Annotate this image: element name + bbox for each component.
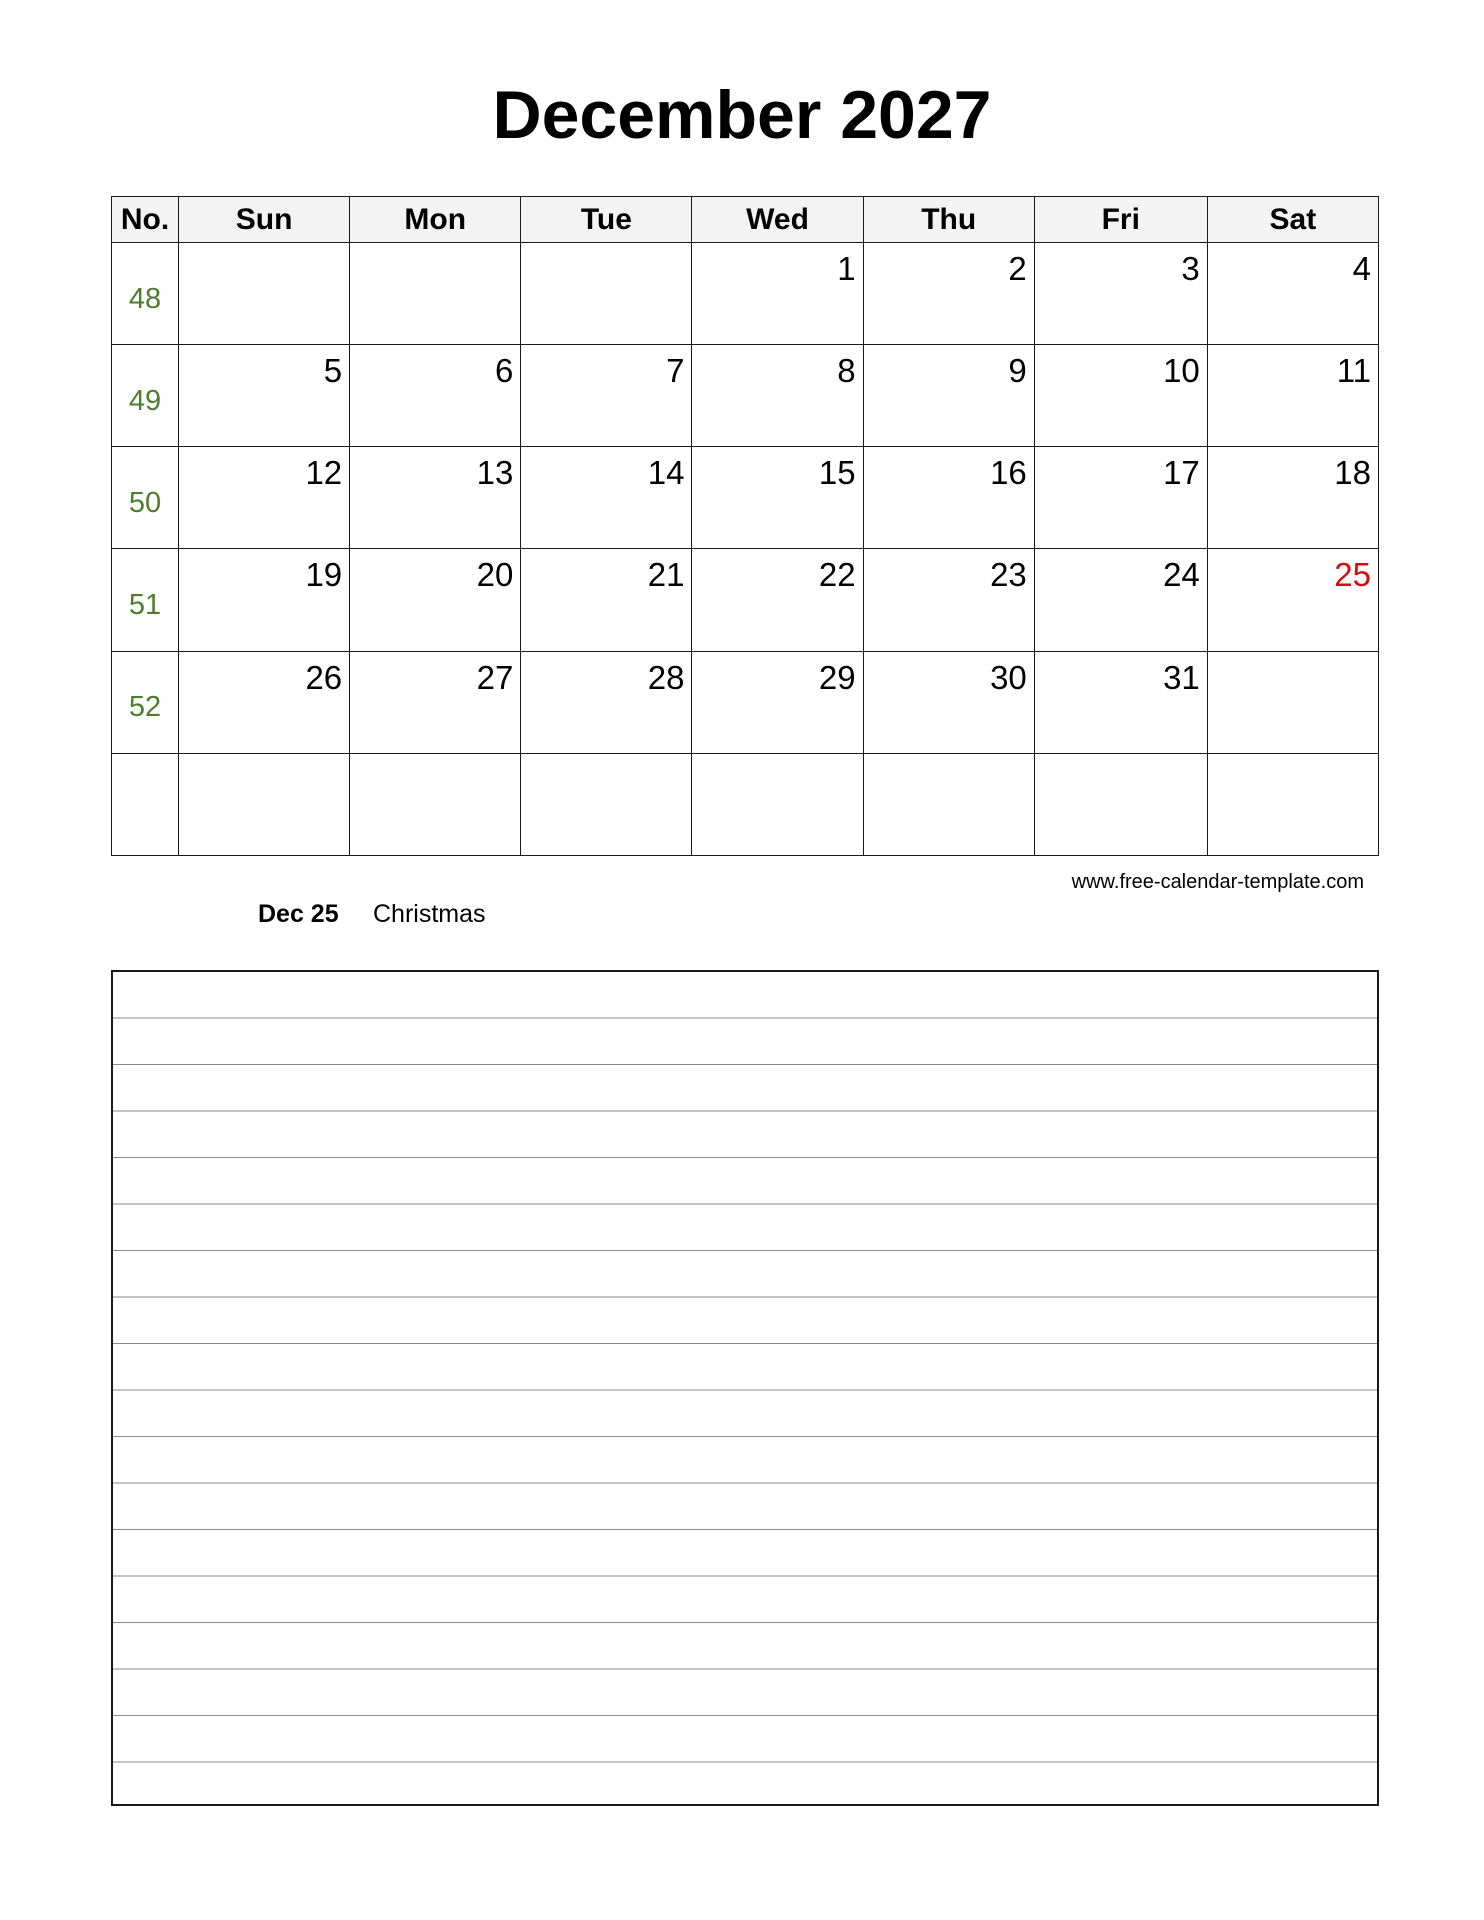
day-cell bbox=[521, 753, 692, 855]
week-number-cell bbox=[112, 549, 179, 651]
week-number-cell bbox=[112, 243, 179, 345]
day-number bbox=[1208, 652, 1378, 658]
week-row bbox=[112, 651, 1379, 753]
day-number: 10 bbox=[1163, 352, 1200, 390]
holiday-list-item bbox=[258, 899, 486, 929]
day-number: 7 bbox=[666, 352, 685, 390]
day-cell bbox=[179, 345, 350, 447]
day-number: 5 bbox=[323, 352, 343, 390]
weekday-header-sat: Sat bbox=[1207, 197, 1378, 243]
day-cell bbox=[692, 243, 863, 345]
weekday-header-row bbox=[112, 197, 1379, 243]
day-number: 24 bbox=[1163, 556, 1200, 594]
day-cell bbox=[521, 651, 692, 753]
weekday-header-tue: Tue bbox=[521, 197, 692, 243]
day-number bbox=[350, 754, 520, 760]
day-cell bbox=[521, 345, 692, 447]
day-number: 27 bbox=[476, 658, 514, 696]
day-cell bbox=[1034, 549, 1207, 651]
day-cell bbox=[1207, 447, 1378, 549]
day-cell bbox=[863, 345, 1034, 447]
calendar-grid bbox=[111, 196, 1379, 856]
week-row bbox=[112, 753, 1379, 855]
week-number-cell bbox=[112, 447, 179, 549]
day-cell bbox=[863, 651, 1034, 753]
day-number: 22 bbox=[818, 556, 856, 594]
holiday-date: Dec 25 bbox=[258, 900, 339, 928]
day-cell bbox=[350, 345, 521, 447]
week-row bbox=[112, 345, 1379, 447]
calendar-title: December 2027 bbox=[492, 77, 992, 153]
day-number: 8 bbox=[837, 352, 856, 390]
day-cell bbox=[692, 549, 863, 651]
weekday-header-wed: Wed bbox=[692, 197, 863, 243]
day-cell bbox=[350, 243, 521, 345]
day-cell bbox=[350, 753, 521, 855]
day-number: 14 bbox=[647, 454, 685, 492]
day-number: 18 bbox=[1334, 454, 1371, 492]
holiday-day-number: 25 bbox=[1334, 556, 1371, 594]
day-number bbox=[179, 243, 349, 249]
day-cell bbox=[1034, 345, 1207, 447]
day-number: 16 bbox=[990, 454, 1027, 492]
day-cell bbox=[863, 753, 1034, 855]
week-row bbox=[112, 549, 1379, 651]
day-number: 4 bbox=[1352, 250, 1371, 287]
day-number bbox=[179, 754, 349, 760]
day-number: 26 bbox=[305, 658, 343, 696]
day-number bbox=[350, 243, 520, 249]
day-number: 30 bbox=[990, 658, 1027, 696]
week-number-cell bbox=[112, 345, 179, 447]
week-number: 52 bbox=[128, 691, 162, 724]
day-number bbox=[1035, 754, 1207, 760]
day-cell bbox=[350, 447, 521, 549]
day-number: 3 bbox=[1181, 250, 1200, 287]
day-cell bbox=[692, 345, 863, 447]
day-number bbox=[521, 754, 691, 760]
week-number-cell bbox=[112, 651, 179, 753]
day-number: 9 bbox=[1008, 352, 1027, 390]
day-number: 29 bbox=[818, 658, 856, 696]
day-number: 21 bbox=[647, 556, 685, 594]
day-cell bbox=[521, 243, 692, 345]
day-number: 1 bbox=[837, 250, 856, 287]
day-number: 28 bbox=[647, 658, 685, 696]
holiday-name: Christmas bbox=[373, 900, 486, 928]
day-cell bbox=[350, 651, 521, 753]
day-number: 2 bbox=[1008, 250, 1027, 287]
day-number: 17 bbox=[1163, 454, 1200, 492]
day-number: 20 bbox=[476, 556, 514, 594]
day-cell bbox=[1207, 243, 1378, 345]
week-number-header: No. bbox=[112, 197, 179, 243]
day-number bbox=[1208, 754, 1378, 760]
day-cell bbox=[692, 753, 863, 855]
day-number: 11 bbox=[1336, 352, 1371, 390]
weekday-header-fri: Fri bbox=[1034, 197, 1207, 243]
day-cell bbox=[1207, 753, 1378, 855]
day-cell bbox=[179, 447, 350, 549]
day-number: 6 bbox=[494, 352, 514, 390]
week-number-cell bbox=[112, 753, 179, 855]
day-cell bbox=[521, 447, 692, 549]
week-number: 51 bbox=[128, 589, 162, 622]
day-cell bbox=[1034, 447, 1207, 549]
day-number bbox=[692, 754, 862, 760]
day-cell bbox=[1034, 753, 1207, 855]
notes-lined-area[interactable] bbox=[111, 970, 1379, 1806]
day-cell bbox=[1034, 651, 1207, 753]
day-number: 19 bbox=[305, 556, 343, 594]
day-cell bbox=[179, 753, 350, 855]
day-cell bbox=[1034, 243, 1207, 345]
weekday-header-sun: Sun bbox=[179, 197, 350, 243]
day-cell bbox=[1207, 345, 1378, 447]
day-number bbox=[864, 754, 1034, 760]
day-cell bbox=[179, 549, 350, 651]
day-cell bbox=[179, 651, 350, 753]
day-cell bbox=[692, 447, 863, 549]
week-number: 49 bbox=[128, 384, 162, 417]
day-number: 12 bbox=[305, 454, 343, 492]
day-cell bbox=[692, 651, 863, 753]
day-cell bbox=[521, 549, 692, 651]
day-number: 15 bbox=[818, 454, 856, 492]
day-number: 31 bbox=[1163, 658, 1200, 696]
day-cell bbox=[863, 243, 1034, 345]
week-number bbox=[112, 799, 178, 809]
day-number: 13 bbox=[476, 454, 514, 492]
day-cell bbox=[350, 549, 521, 651]
day-cell bbox=[179, 243, 350, 345]
day-number bbox=[521, 243, 691, 249]
day-number: 23 bbox=[990, 556, 1027, 594]
week-row bbox=[112, 243, 1379, 345]
weekday-header-thu: Thu bbox=[863, 197, 1034, 243]
week-number: 48 bbox=[128, 282, 162, 315]
week-number: 50 bbox=[128, 486, 162, 519]
weekday-header-mon: Mon bbox=[350, 197, 521, 243]
day-cell bbox=[1207, 651, 1378, 753]
week-row bbox=[112, 447, 1379, 549]
day-cell bbox=[863, 549, 1034, 651]
day-cell bbox=[863, 447, 1034, 549]
day-cell bbox=[1207, 549, 1378, 651]
website-credit: www.free-calendar-template.com bbox=[1071, 871, 1364, 893]
